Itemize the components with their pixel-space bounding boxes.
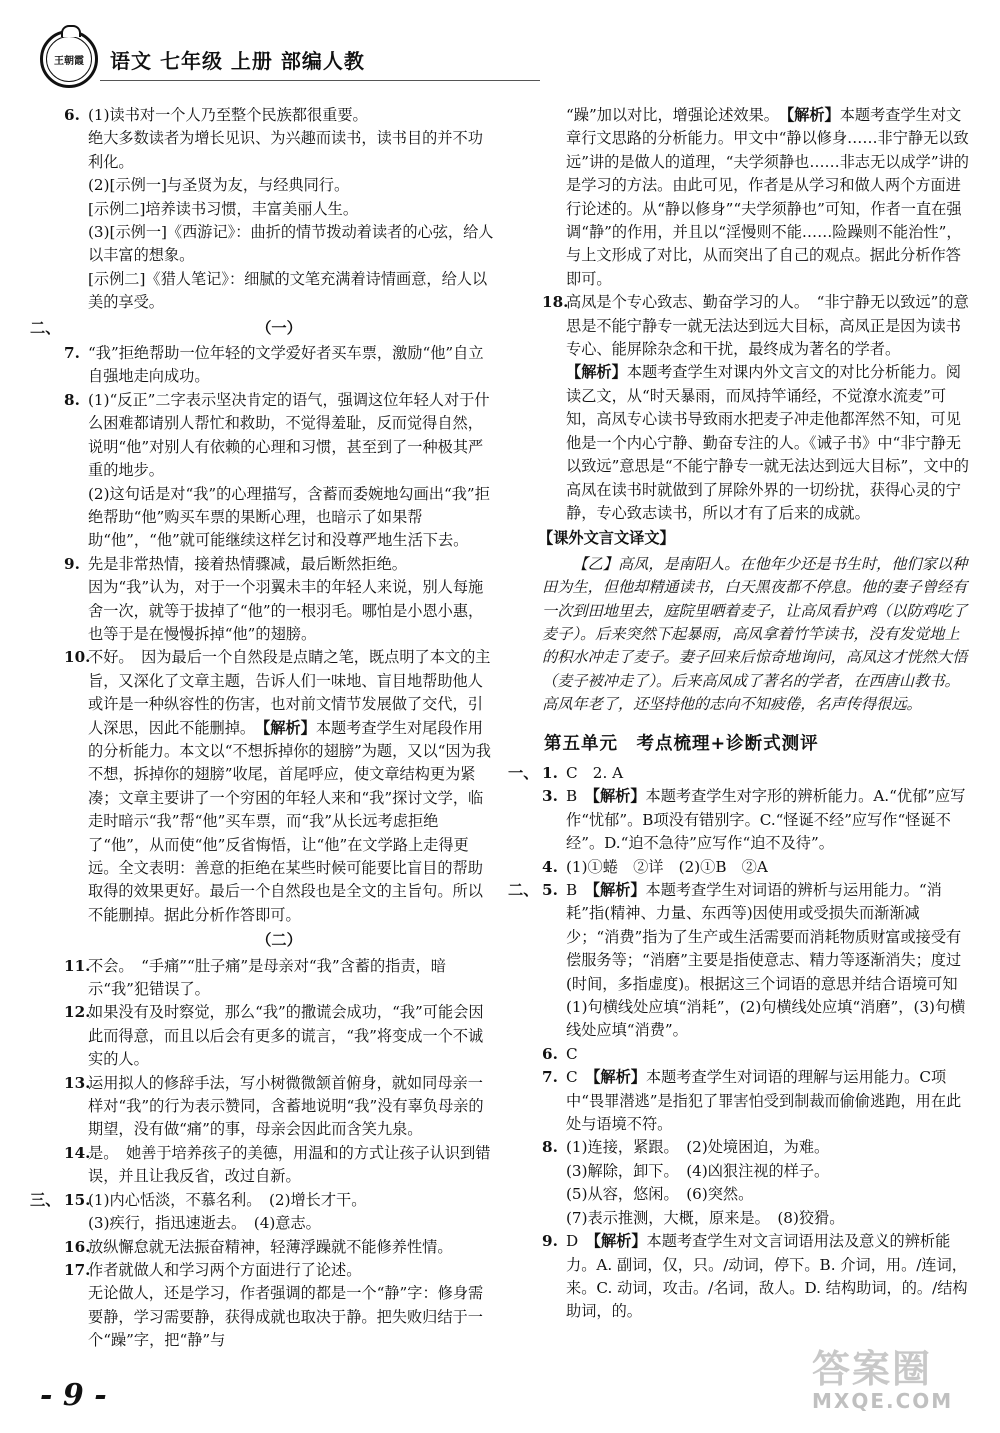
answer-12: 12. 如果没有及时察觉，那么“我”的撒谎会成功，“我”可能会因此而得意，而且以后会有更多的谎言，“我”将变成一个不诚实的人。 xyxy=(64,1003,484,1069)
translation-heading: 【课外文言文译文】 xyxy=(538,529,675,548)
analysis-tag: 【解析】 xyxy=(592,881,646,899)
answer-17: 17. 作者就做人和学习两个方面进行了论述。 无论做人，还是学习，作者强调的都是一个“静”字：修身需要静，学习需要静，获得成就也取决于静。把失败归结于一个“躁”字，把“静”与 xyxy=(64,1260,484,1350)
section-2-marker: 二、 （一） xyxy=(64,317,494,340)
answer-u5-7: 7. C 【解析】本题考查学生对词语的理解与运用能力。C项中“畏罪潜逃”是指犯了罪害怕受到制裁而偷偷逃跑，用在此处与语境不符。 xyxy=(542,1068,962,1134)
answer-18: 18. 高凤是个专心致志、勤奋学习的人。 “非宁静无以致远”的意思是不能宁静专一就无法达到远大目标，高凤正是因为读书专心、能屏除杂念和干扰，最终成为著名的学者。 【解析】本题考查学生对课内外文言文的对比分析能力。阅读乙文，从“时天暴雨，而凤持竿诵经，不觉潦水流麦”可知，高凤专心读书导致雨水把麦子冲走他都浑然不知，可见他是一个内心宁静、勤奋专注的人。《诫子书》中“非宁静无以致远”意思是“不能宁静专一就无法达到远大目标”，文中的高凤在读书时就做到了屏除外界的一切纷扰，获得心灵的宁静，专心致志读书，所以才有了后来的成就。 xyxy=(542,293,969,522)
analysis-tag: 【解析】 xyxy=(786,106,840,124)
answer-11: 11. 不会。 “手痛”“肚子痛”是母亲对“我”含蓄的指责，暗示“我”犯错误了。 xyxy=(64,956,446,999)
watermark xyxy=(812,1338,982,1418)
logo-text: 王朝霞 xyxy=(46,36,92,82)
analysis-tag: 【解析】 xyxy=(262,718,316,737)
section-3: 三、 15. (1)内心恬淡，不慕名利。 (2)增长才干。 (3)疾行，指迅速逝去。 (4)意志。 xyxy=(64,1189,494,1236)
answer-u5-6: 6. C xyxy=(542,1044,578,1063)
brand-logo xyxy=(40,30,98,88)
answer-7: 7. “我”拒绝帮助一位年轻的文学爱好者买车票，激励“他”自立自强地走向成功。 xyxy=(64,344,484,386)
analysis-tag: 【解析】 xyxy=(593,1232,647,1251)
right-column xyxy=(508,104,972,1324)
book-title: 语文 七年级 上册 部编人教 xyxy=(110,48,365,73)
answer-9: 9. 先是非常热情，接着热情骤减，最后断然拒绝。 因为“我”认为，对于一个羽翼未丰的年轻人来说，别人每施舍一次，就等于拔掉了“他”的一根羽毛。哪怕是小恩小惠，也等于是在慢慢拆掉“他”的翅膀。 xyxy=(64,554,484,643)
answer-6: 6. (1)读书对一个人乃至整个民族都很重要。 绝大多数读者为增长见识、为兴趣而读书，读书目的并不功利化。 (2)[示例一]与圣贤为友，与经典同行。 [示例二]培养读书习惯，丰富美丽人生。 (3)[示例一]《西游记》：曲折的情节拨动着读者的心弦，给人以丰富的想象。 [示例二]《猎人笔记》：细腻的文笔充满着诗情画意，给人以美的享受。 xyxy=(64,106,494,312)
subsection-1: （一） xyxy=(256,318,302,337)
section-1: 一、 1. C 2. A xyxy=(542,762,972,785)
answer-u5-4: 4. (1)①蜷 ②详 (2)①B ②A xyxy=(542,857,768,876)
unit-title: 第五单元 考点梳理+诊断式测评 xyxy=(544,733,819,754)
answer-u5-9: 9. D 【解析】本题考查学生对文言词语用法及意义的辨析能力。A. 副词，仅，只。/动词，停下。B. 介词，用。/连词，来。C. 动词，攻击。/名词，敌人。D. 结构助词，的。/结构助词，的。 xyxy=(542,1232,968,1321)
analysis-tag: 【解析】 xyxy=(566,363,627,382)
analysis-tag: 【解析】 xyxy=(592,787,646,806)
watermark-text: 答案圈 xyxy=(812,1347,933,1391)
section-2: 二、 5. B 【解析】本题考查学生对词语的辨析与运用能力。“消耗”指(精神、力量、东西等)因使用或受损失而渐渐减少；“消费”指为了生产或生活需要而消耗物质财富或接受有偿服务等；“消磨”主要是指使意志、精力等逐渐消失；度过(时间，多指虚度)。根据这三个词语的意思并结合语境可知(1)句横线处应填“消耗”，(2)句横线处应填“消磨”，(3)句横线处应填“消费”。 xyxy=(542,879,972,1043)
header-divider xyxy=(100,80,540,81)
watermark-url: MXQE.COM xyxy=(812,1389,954,1413)
left-column xyxy=(30,104,494,1353)
answer-13: 13. 运用拟人的修辞手法，写小树微微颔首俯身，就如同母亲一样对“我”的行为表示赞同，含蓄地说明“我”没有辜负母亲的期望，没有做“痛”的事，母亲会因此而含笑九泉。 xyxy=(64,1073,484,1139)
analysis-tag: 【解析】 xyxy=(592,1068,646,1087)
answer-15: 15. (1)内心恬淡，不慕名利。 (2)增长才干。 (3)疾行，指迅速逝去。 (4)意志。 xyxy=(64,1190,367,1233)
answer-16: 16. 放纵懈怠就无法振奋精神，轻薄浮躁就不能修养性情。 xyxy=(64,1237,453,1256)
answer-17-continued: “躁”加以对比，增强论述效果。 【解析】本题考查学生对文章行文思路的分析能力。甲文中“静以修身……非宁静无以致远”讲的是做人的道理，“夫学须静也……非志无以成学”讲的是学习的方法。由此可见，作者是从学习和做人两个方面进行论述的。从“静以修身”“夫学须静也”可知，作者一直在强调“静”的作用，并且以“淫慢则不能……险躁则不能治性”，与上文形成了对比，从而突出了自己的观点。据此分析作答即可。 xyxy=(566,106,969,288)
page-header xyxy=(40,24,365,94)
answer-14: 14. 是。 她善于培养孩子的美德，用温和的方式让孩子认识到错误，并且让我反省，改过自新。 xyxy=(64,1143,491,1186)
translation-text: 【乙】高凤，是南阳人。在他年少还是书生时，他们家以种田为生，但他却精通读书，白天黑夜都不停息。他的妻子曾经有一次到田地里去，庭院里晒着麦子，让高凤看护鸡（以防鸡吃了麦子）。后来突然下起暴雨，高凤拿着竹竿读书，没有发觉地上的积水冲走了麦子。妻子回来后惊奇地询问，高凤这才恍然大悟（麦子被冲走了）。后来高凤成了著名的学者，在西唐山教书。高凤年老了，还坚持他的志向不知疲倦，名声传得很远。 xyxy=(542,554,968,714)
answer-10: 10. 不好。 因为最后一个自然段是点睛之笔，既点明了本文的主旨，又深化了文章主题，告诉人们一味地、盲目地帮助他人或许是一种纵容性的伤害，也对前文情节发展做了交代，引人深思，因此不能删掉。 【解析】本题考查学生对尾段作用的分析能力。本文以“不想拆掉你的翅膀”为题，又以“因为我不想，拆掉你的翅膀”收尾，首尾呼应，使文章结构更为紧凑；文章主要讲了一个穷困的年轻人来和“我”探讨文学，临走时暗示“我”帮“他”买车票，而“我”从长远考虑拒绝了“他”，从而使“他”反省悔悟，让“他”在文学路上走得更远。全文表明：善意的拒绝在某些时候可能要比盲目的帮助取得的效果更好。最后一个自然段也是全文的主旨句。所以不能删掉。据此分析作答即可。 xyxy=(64,648,491,924)
answer-u5-3: 3. B 【解析】本题考查学生对字形的辨析能力。A.“优郁”应写作“忧郁”。B项没有错别字。C.“怪诞不经”应写作“怪诞不经”。D.“迫不急待”应写作“迫不及待”。 xyxy=(542,787,966,853)
answer-u5-5: 5. B 【解析】本题考查学生对词语的辨析与运用能力。“消耗”指(精神、力量、东西等)因使用或受损失而渐渐减少；“消费”指为了生产或生活需要而消耗物质财富或接受有偿服务等；“消磨”主要是指使意志、精力等逐渐消失；度过(时间，多指虚度)。根据这三个词语的意思并结合语境可知(1)句横线处应填“消耗”，(2)句横线处应填“消磨”，(3)句横线处应填“消费”。 xyxy=(542,881,966,1040)
answer-8: 8. (1)“反正”二字表示坚决肯定的语气，强调这位年轻人对于什么困难都请别人帮忙和救助，不觉得羞耻，反而觉得自然，说明“他”对别人有依赖的心理和习惯，甚至到了一种极其严重的地步。 (2)这句话是对“我”的心理描写，含蓄而委婉地勾画出“我”拒绝帮助“他”购买车票的果断心理，也暗示了如果帮助“他”，“他”就可能继续这样乞讨和没尊严地生活下去。 xyxy=(64,390,490,550)
answer-1-2: 1. C 2. A xyxy=(542,763,624,782)
subsection-2: （二） xyxy=(256,931,302,950)
page-number: - 9 - xyxy=(40,1378,107,1413)
answer-u5-8: 8. (1)连接，紧跟。 (2)处境困迫，为难。 (3)解除，卸下。 (4)凶狠注视的样子。 (5)从容，悠闲。 (6)突然。 (7)表示推测，大概，原来是。 (8)狡猾。 xyxy=(542,1138,845,1227)
